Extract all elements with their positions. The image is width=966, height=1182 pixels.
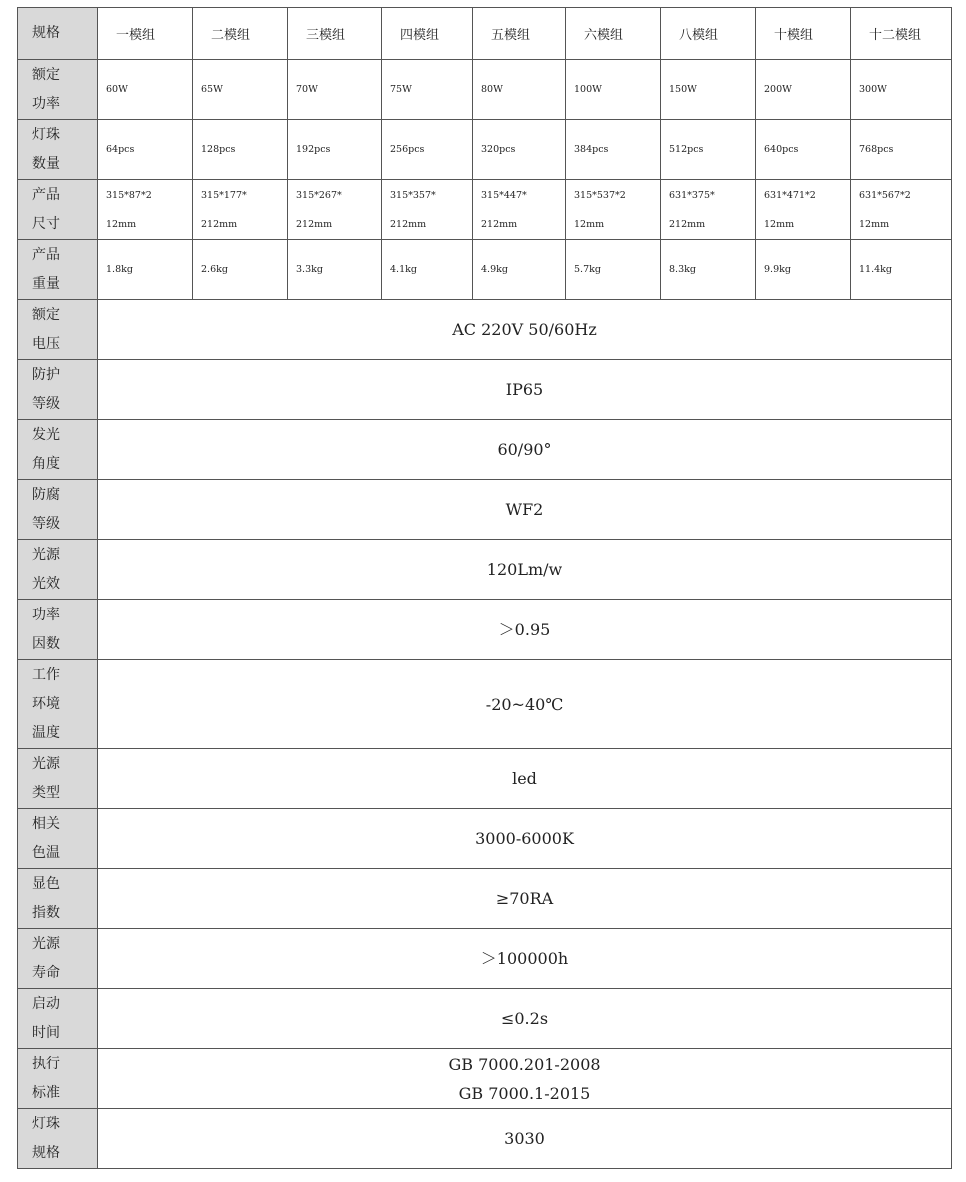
row-label-text: 光源光效: [32, 546, 60, 592]
common-value-line: -20~40℃: [485, 694, 564, 714]
common-value-line: 120Lm/w: [486, 560, 563, 579]
spec-value: 4.1kg: [382, 240, 473, 300]
model-header: 三模组: [288, 8, 382, 60]
spec-value: 100W: [566, 60, 661, 120]
common-value-line: ＞0.95: [498, 620, 551, 639]
row-label: [18, 360, 98, 420]
row-label: [18, 120, 98, 180]
spec-table: [17, 7, 952, 1169]
model-header: 八模组: [661, 8, 756, 60]
row-label: [18, 540, 98, 600]
spec-value: 200W: [756, 60, 851, 120]
common-row: [18, 540, 952, 600]
row-label-text: 功率因数: [32, 606, 60, 652]
spec-row: [18, 120, 952, 180]
row-label-text: 显色指数: [32, 875, 60, 921]
common-value: [98, 360, 952, 420]
common-row: [18, 1049, 952, 1109]
common-value: [98, 1049, 952, 1109]
spec-value: 80W: [473, 60, 566, 120]
row-label-text: 光源类型: [32, 755, 60, 801]
common-row: [18, 360, 952, 420]
row-label: [18, 480, 98, 540]
spec-value-line: 12mm: [574, 218, 605, 230]
spec-value-line: 631*567*2: [859, 189, 911, 201]
spec-value: 384pcs: [566, 120, 661, 180]
row-label-text: 执行标准: [32, 1055, 60, 1101]
spec-value: 1.8kg: [98, 240, 193, 300]
spec-value: 768pcs: [851, 120, 952, 180]
spec-value-line: 12mm: [106, 218, 137, 230]
common-value-line: ≥70RA: [495, 889, 554, 908]
row-label-text: 相关色温: [32, 815, 60, 861]
spec-value: 300W: [851, 60, 952, 120]
spec-value: 65W: [193, 60, 288, 120]
common-value: [98, 1109, 952, 1169]
spec-value-line: 12mm: [859, 218, 890, 230]
spec-value-line: 315*447*: [481, 189, 527, 201]
model-header: 四模组: [382, 8, 473, 60]
spec-value: 75W: [382, 60, 473, 120]
common-row: [18, 660, 952, 749]
row-label: [18, 1109, 98, 1169]
common-value: [98, 600, 952, 660]
spec-value-line: 315*267*: [296, 189, 342, 201]
model-header: 六模组: [566, 8, 661, 60]
row-label: [18, 1049, 98, 1109]
row-label: [18, 60, 98, 120]
model-header: 二模组: [193, 8, 288, 60]
model-header: 十二模组: [851, 8, 952, 60]
spec-value: [382, 180, 473, 240]
row-label-text: 额定电压: [32, 306, 60, 352]
spec-row: [18, 180, 952, 240]
spec-value: 256pcs: [382, 120, 473, 180]
common-value: [98, 749, 952, 809]
spec-value: [661, 180, 756, 240]
row-label: [18, 660, 98, 749]
model-header: 一模组: [98, 8, 193, 60]
common-value-line: WF2: [505, 500, 544, 519]
common-row: [18, 749, 952, 809]
common-value: [98, 420, 952, 480]
spec-value: 5.7kg: [566, 240, 661, 300]
spec-value: 320pcs: [473, 120, 566, 180]
spec-value-line: 212mm: [296, 218, 333, 230]
row-label-text: 灯珠数量: [32, 126, 60, 172]
common-value-line: ≤0.2s: [500, 1009, 549, 1028]
common-value-line: GB 7000.201-2008: [448, 1054, 601, 1074]
row-label: [18, 600, 98, 660]
row-label-text: 产品重量: [32, 246, 60, 292]
spec-value: [851, 180, 952, 240]
common-value-line: IP65: [505, 380, 544, 399]
row-label: [18, 420, 98, 480]
spec-value: 9.9kg: [756, 240, 851, 300]
spec-value: 128pcs: [193, 120, 288, 180]
spec-value-line: 315*177*: [201, 189, 247, 201]
row-label: [18, 8, 98, 60]
common-row: [18, 869, 952, 929]
row-label: [18, 240, 98, 300]
common-value: [98, 540, 952, 600]
row-label-text: 工作环境温度: [32, 666, 60, 741]
row-label-text: 产品尺寸: [32, 186, 60, 232]
spec-value-line: 315*87*2: [106, 189, 152, 201]
spec-value: 640pcs: [756, 120, 851, 180]
row-label-text: 防护等级: [32, 366, 60, 412]
spec-row: [18, 60, 952, 120]
model-header: 十模组: [756, 8, 851, 60]
common-value: [98, 869, 952, 929]
model-header: 五模组: [473, 8, 566, 60]
spec-value: 60W: [98, 60, 193, 120]
spec-value-line: 212mm: [669, 218, 706, 230]
common-value-line: AC 220V 50/60Hz: [452, 320, 597, 339]
row-label-text: 启动时间: [32, 995, 60, 1041]
row-label: [18, 180, 98, 240]
spec-value: [288, 180, 382, 240]
common-value-line: ＞100000h: [480, 949, 569, 968]
spec-value: [193, 180, 288, 240]
row-label-text: 灯珠规格: [32, 1115, 60, 1161]
row-label: [18, 300, 98, 360]
common-value-line: led: [512, 769, 537, 788]
common-value-line: 3030: [504, 1129, 545, 1148]
common-row: [18, 420, 952, 480]
common-value: [98, 480, 952, 540]
common-row: [18, 600, 952, 660]
common-value: [98, 929, 952, 989]
common-value: [98, 300, 952, 360]
spec-value: [566, 180, 661, 240]
spec-value-line: 315*537*2: [574, 189, 626, 201]
row-label: [18, 989, 98, 1049]
spec-value: 8.3kg: [661, 240, 756, 300]
row-label: [18, 749, 98, 809]
header-row: [18, 8, 952, 60]
common-value-line: GB 7000.1-2015: [458, 1083, 591, 1103]
spec-value-line: 12mm: [764, 218, 795, 230]
row-label-text: 规格: [32, 25, 60, 41]
row-label-text: 额定功率: [32, 66, 60, 112]
row-label: [18, 809, 98, 869]
spec-value-line: 631*375*: [669, 189, 715, 201]
common-row: [18, 989, 952, 1049]
spec-value: 3.3kg: [288, 240, 382, 300]
spec-value-line: 315*357*: [390, 189, 436, 201]
row-label: [18, 929, 98, 989]
spec-value: 11.4kg: [851, 240, 952, 300]
row-label-text: 发光角度: [32, 426, 60, 472]
common-value: [98, 809, 952, 869]
spec-value-line: 212mm: [201, 218, 238, 230]
common-row: [18, 809, 952, 869]
spec-value: 64pcs: [98, 120, 193, 180]
spec-value: [473, 180, 566, 240]
spec-value: [756, 180, 851, 240]
spec-value: 150W: [661, 60, 756, 120]
common-row: [18, 480, 952, 540]
spec-value: 4.9kg: [473, 240, 566, 300]
common-value-line: 60/90°: [497, 440, 552, 459]
spec-value: [98, 180, 193, 240]
spec-value: 2.6kg: [193, 240, 288, 300]
spec-value-line: 212mm: [390, 218, 427, 230]
row-label: [18, 869, 98, 929]
common-row: [18, 929, 952, 989]
common-value: [98, 660, 952, 749]
spec-value-line: 631*471*2: [764, 189, 816, 201]
spec-value: 70W: [288, 60, 382, 120]
spec-value-line: 212mm: [481, 218, 518, 230]
common-row: [18, 1109, 952, 1169]
row-label-text: 光源寿命: [32, 935, 60, 981]
common-value-line: 3000-6000K: [475, 829, 574, 848]
spec-value: 512pcs: [661, 120, 756, 180]
spec-value: 192pcs: [288, 120, 382, 180]
common-row: [18, 300, 952, 360]
common-value: [98, 989, 952, 1049]
spec-row: [18, 240, 952, 300]
row-label-text: 防腐等级: [32, 486, 60, 532]
